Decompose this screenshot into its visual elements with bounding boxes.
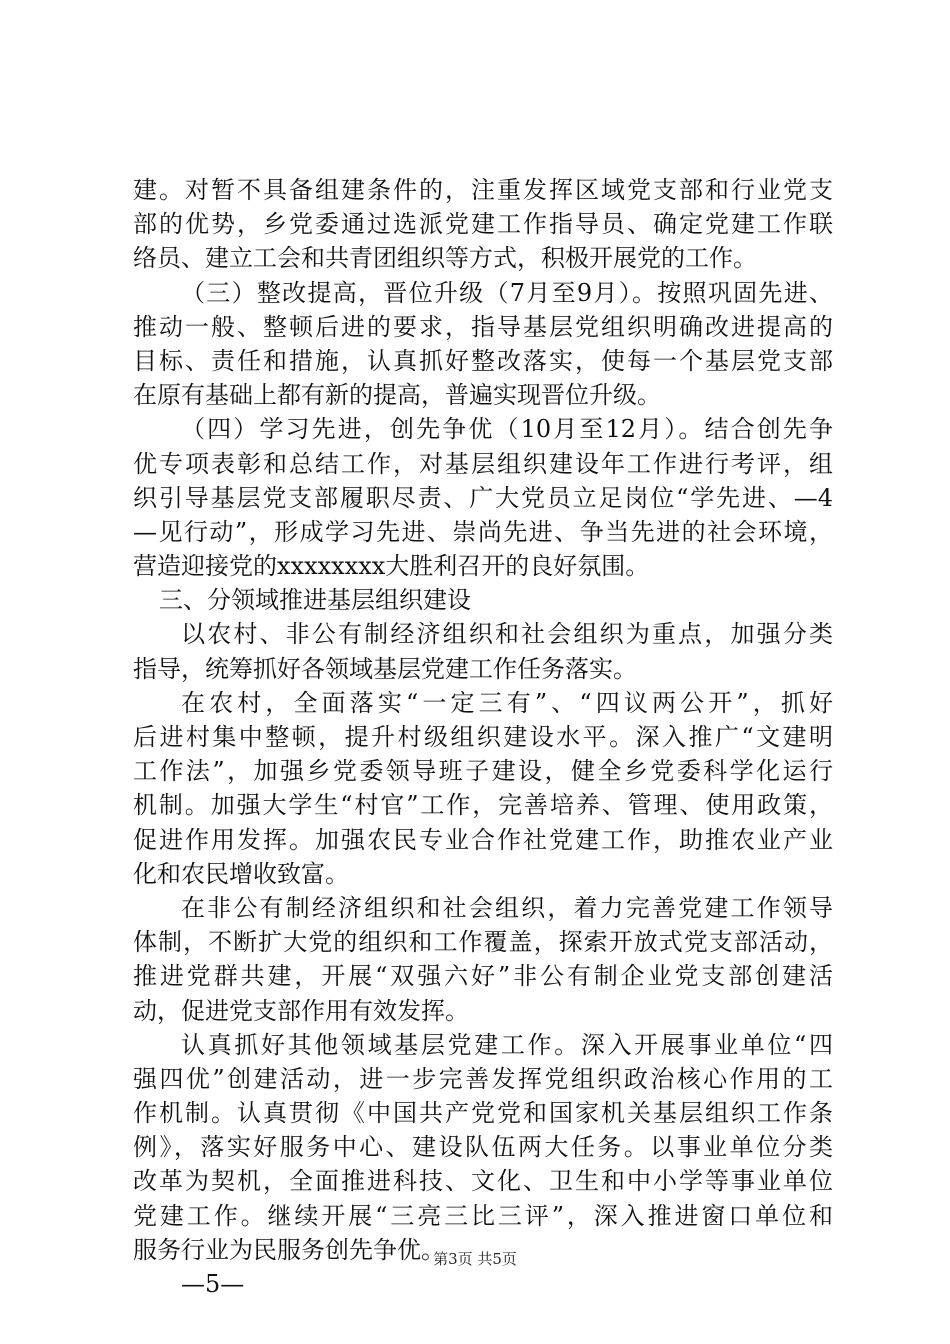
- text-line: 三、分领域推进基层组织建设: [159, 586, 471, 615]
- text-line: 在原有基础上都有新的提高，普遍实现晋位升级。: [133, 381, 661, 410]
- text-line: 强四优”创建活动，进一步完善发挥党组织政治核心作用的工: [133, 1064, 833, 1093]
- text-line: 体制，不断扩大党的组织和工作覆盖，探索开放式党支部活动，: [133, 928, 833, 957]
- text-line: 动，促进党支部作用有效发挥。: [133, 996, 469, 1025]
- text-line: 织引导基层党支部履职尽责、广大党员立足岗位“学先进、—4: [133, 483, 833, 512]
- page-footer: 第3页 共5页: [433, 1250, 517, 1268]
- text-line: 服务行业为民服务创先争优。: [133, 1235, 445, 1264]
- text-line: 作机制。认真贯彻《中国共产党党和国家机关基层组织工作条: [133, 1099, 833, 1128]
- text-line: 例》，落实好服务中心、建设队伍两大任务。以事业单位分类: [133, 1133, 833, 1162]
- text-line: （四）学习先进，创先争优（10月至12月）。结合创先争: [181, 415, 833, 444]
- text-line: 推动一般、整顿后进的要求，指导基层党组织明确改进提高的: [133, 312, 833, 341]
- text-line: 改革为契机，全面推进科技、文化、卫生和中小学等事业单位: [133, 1167, 833, 1196]
- text-line: 指导，统筹抓好各领域基层党建工作任务落实。: [133, 654, 637, 683]
- text-line: 目标、责任和措施，认真抓好整改落实，使每一个基层党支部: [133, 346, 833, 375]
- text-line: 促进作用发挥。加强农民专业合作社党建工作，助推农业产业: [133, 825, 833, 854]
- text-line: 党建工作。继续开展“三亮三比三评”，深入推进窗口单位和: [133, 1201, 833, 1230]
- text-line: 后进村集中整顿，提升村级组织建设水平。深入推广“文建明: [133, 723, 833, 751]
- text-line: 推进党群共建，开展“双强六好”非公有制企业党支部创建活: [133, 962, 833, 991]
- text-line: 机制。加强大学生“村官”工作，完善培养、管理、使用政策，: [133, 791, 833, 820]
- text-line: 络员、建立工会和共青团组织等方式，积极开展党的工作。: [133, 244, 757, 273]
- inline-page-number: —5—: [181, 1270, 245, 1298]
- text-line: 在农村，全面落实“一定三有”、“四议两公开”，抓好: [181, 688, 833, 717]
- text-line: 在非公有制经济组织和社会组织，着力完善党建工作领导: [181, 893, 833, 922]
- text-line: （三）整改提高，晋位升级（7月至9月）。按照巩固先进、: [181, 278, 833, 307]
- document-body: [133, 173, 833, 1301]
- text-line: 以农村、非公有制经济组织和社会组织为重点，加强分类: [181, 620, 833, 649]
- text-line: 工作法”，加强乡党委领导班子建设，健全乡党委科学化运行: [133, 757, 833, 786]
- text-line: —见行动”，形成学习先进、崇尚先进、争当先进的社会环境，: [133, 517, 833, 546]
- text-line: 部的优势，乡党委通过选派党建工作指导员、确定党建工作联: [133, 210, 833, 239]
- text-line: 优专项表彰和总结工作，对基层组织建设年工作进行考评，组: [133, 449, 833, 478]
- text-line: 营造迎接党的xxxxxxxx大胜利召开的良好氛围。: [133, 552, 650, 581]
- text-line: 建。对暂不具备组建条件的，注重发挥区域党支部和行业党支: [133, 176, 833, 204]
- text-line: 化和农民增收致富。: [133, 859, 349, 888]
- text-line: 认真抓好其他领域基层党建工作。深入开展事业单位“四: [181, 1030, 833, 1059]
